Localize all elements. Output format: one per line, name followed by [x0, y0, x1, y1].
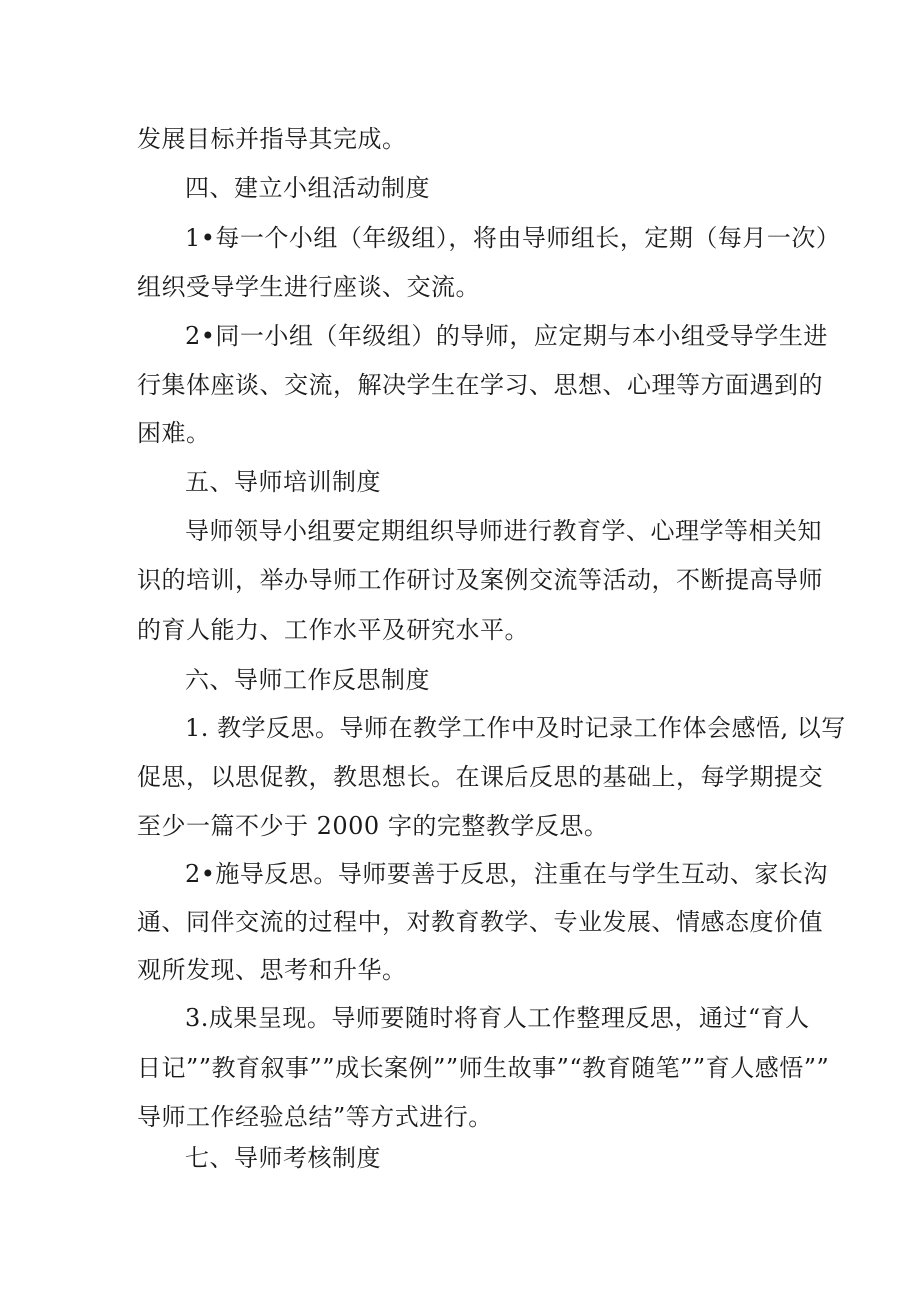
section-heading-5: 五、导师培训制度: [185, 468, 381, 496]
paragraph-line: 困难。: [137, 419, 211, 447]
section-heading-6: 六、导师工作反思制度: [185, 666, 430, 694]
paragraph-line: 3.成果呈现。导师要随时将育人工作整理反思，通过“育人: [185, 1004, 810, 1032]
paragraph-line: 至少一篇不少于 2000 字的完整教学反思。: [137, 812, 609, 840]
paragraph-line: 组织受导学生进行座谈、交流。: [137, 273, 480, 301]
paragraph-line: 观所发现、思考和升华。: [137, 956, 407, 984]
paragraph-line: 通、同伴交流的过程中，对教育教学、专业发展、情感态度价值: [137, 908, 823, 936]
paragraph-line: 1. 教学反思。导师在教学工作中及时记录工作体会感悟, 以写: [185, 714, 846, 742]
paragraph-line: 2•同一小组（年级组）的导师，应定期与本小组受导学生进: [185, 322, 828, 350]
paragraph-line: 导师工作经验总结”等方式进行。: [137, 1103, 493, 1131]
paragraph-line: 1•每一个小组（年级组），将由导师组长，定期（每月一次）: [185, 224, 841, 252]
paragraph-line: 2•施导反思。导师要善于反思，注重在与学生互动、家长沟: [185, 860, 828, 888]
section-heading-7: 七、导师考核制度: [185, 1144, 381, 1172]
paragraph-line: 促思，以思促教，教思想长。在课后反思的基础上，每学期提交: [137, 763, 823, 791]
paragraph-line: 发展目标并指导其完成。: [137, 125, 407, 153]
section-heading-4: 四、建立小组活动制度: [185, 174, 430, 202]
paragraph-line: 行集体座谈、交流，解决学生在学习、思想、心理等方面遇到的: [137, 371, 823, 399]
paragraph-line: 识的培训，举办导师工作研讨及案例交流等活动，不断提高导师: [137, 566, 823, 594]
paragraph-line: 日记””教育叙事””成长案例””师生故事”“教育随笔””育人感悟””: [137, 1054, 830, 1082]
paragraph-line: 的育人能力、工作水平及研究水平。: [137, 616, 529, 644]
paragraph-line: 导师领导小组要定期组织导师进行教育学、心理学等相关知: [185, 517, 822, 545]
